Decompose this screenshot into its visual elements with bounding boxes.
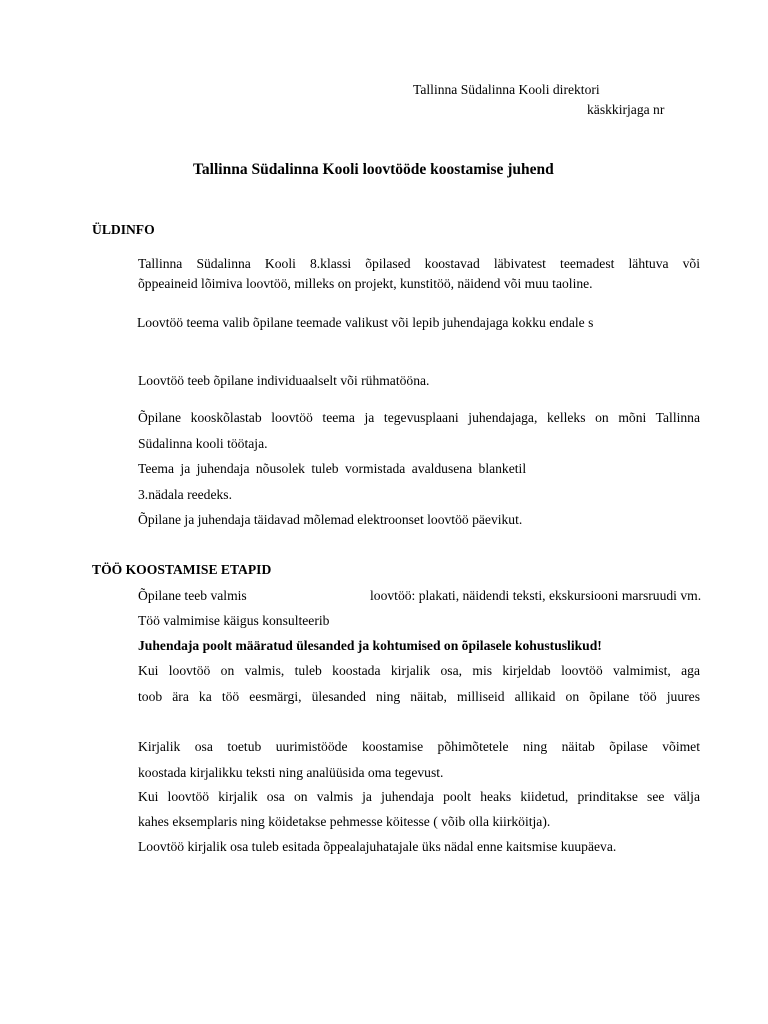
- header-order-number: käskkirjaga nr: [587, 102, 665, 117]
- paragraph-line: 3.nädala reedeks.: [138, 487, 232, 502]
- stage-mandatory-notice: Juhendaja poolt määratud ülesanded ja kohtumised on õpilasele kohustuslikud!: [138, 638, 602, 653]
- paragraph-line: Teema ja juhendaja nõusolek tuleb vormistada avaldusena blanketil: [138, 461, 527, 476]
- page-title: Tallinna Südalinna Kooli loovtööde koostamise juhend: [193, 161, 554, 178]
- stage-consultation: Töö valmimise käigus konsulteerib: [138, 613, 330, 628]
- stage-line-part: loovtöö: plakati, näidendi teksti, ekskursiooni marsruudi vm.: [370, 588, 702, 603]
- paragraph-individual-work: Loovtöö teeb õpilane individuaalselt või rühmatööna.: [138, 373, 430, 388]
- paragraph-diary: Õpilane ja juhendaja täidavad mõlemad elektroonset loovtöö päevikut.: [138, 512, 523, 527]
- paragraph-line: kahes eksemplaris ning köidetakse pehmesse köitesse ( võib olla kiirköitja).: [138, 814, 551, 829]
- paragraph-line: Südalinna kooli töötaja.: [138, 436, 268, 451]
- stage-line-part: Õpilane teeb valmis: [138, 588, 247, 603]
- paragraph-line: õppeaineid lõimiva loovtöö, milleks on projekt, kunstitöö, näidend või muu taoline.: [138, 276, 593, 291]
- section-heading-stages: TÖÖ KOOSTAMISE ETAPID: [92, 562, 272, 577]
- paragraph-line: Kirjalik osa toetub uurimistööde koostamise põhimõtetele ning näitab õpilase võimet: [138, 739, 700, 754]
- paragraph-topic-selection: Loovtöö teema valib õpilane teemade valikust või lepib juhendajaga kokku endale s: [137, 315, 594, 330]
- paragraph-line: Õpilane kooskõlastab loovtöö teema ja tegevusplaani juhendajaga, kelleks on mõni Tallinna: [138, 410, 700, 425]
- paragraph-line: Kui loovtöö kirjalik osa on valmis ja juhendaja poolt heaks kiidetud, prinditakse see välja: [138, 789, 700, 804]
- header-directive-line: Tallinna Südalinna Kooli direktori: [413, 82, 600, 97]
- paragraph-submission: Loovtöö kirjalik osa tuleb esitada õppealajuhatajale üks nädal enne kaitsmise kuupäeva.: [138, 839, 617, 854]
- paragraph-line: Tallinna Südalinna Kooli 8.klassi õpilased koostavad läbivatest teemadest lähtuva või: [138, 256, 700, 271]
- paragraph-line: Kui loovtöö on valmis, tuleb koostada kirjalik osa, mis kirjeldab loovtöö valmimist, aga: [138, 663, 700, 678]
- section-heading-general: ÜLDINFO: [92, 222, 155, 237]
- paragraph-line: toob ära ka töö eesmärgi, ülesanded ning näitab, milliseid allikaid on õpilane töö juures: [138, 689, 700, 704]
- paragraph-line: koostada kirjalikku teksti ning analüüsida oma tegevust.: [138, 765, 444, 780]
